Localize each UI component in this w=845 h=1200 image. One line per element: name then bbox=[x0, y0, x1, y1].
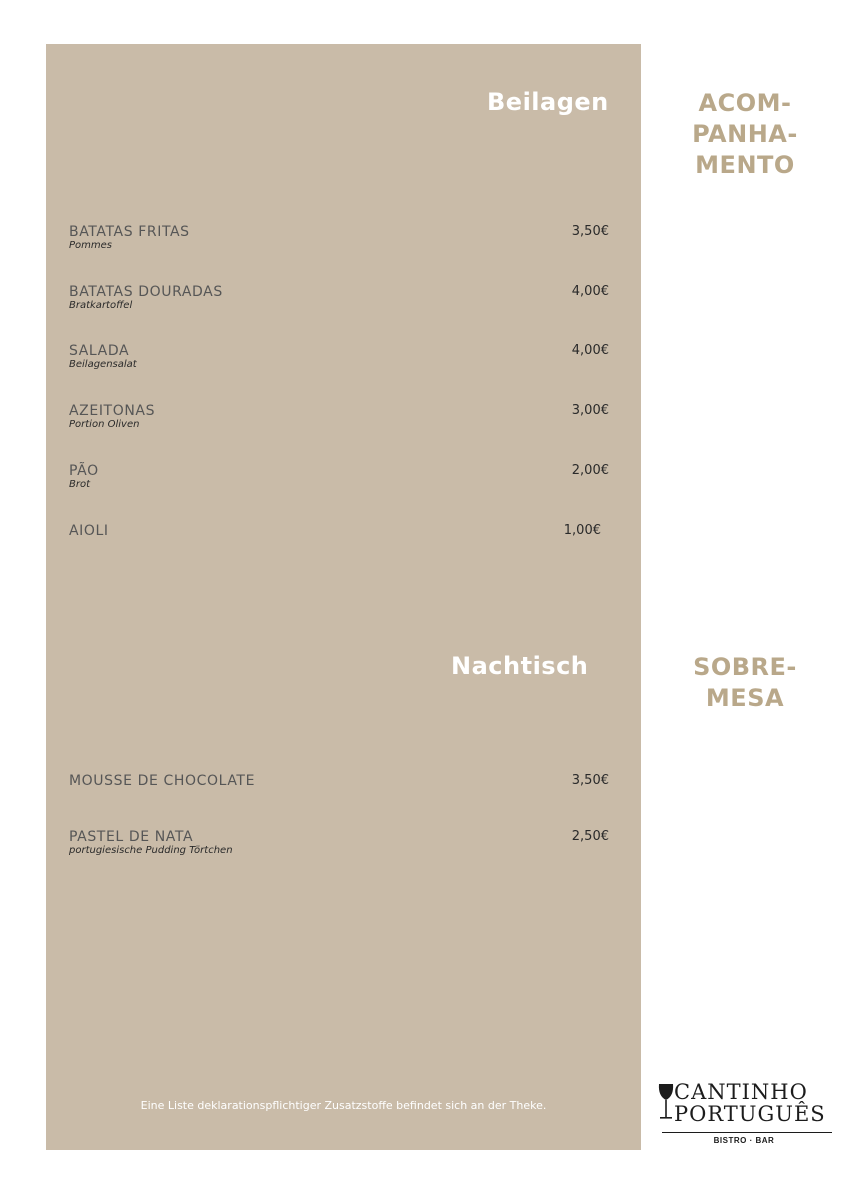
item-translation: Brot bbox=[69, 479, 91, 490]
item-translation: Pommes bbox=[69, 240, 112, 251]
menu-item-batatas-douradas bbox=[69, 284, 609, 312]
item-price: 2,00€ bbox=[571, 463, 609, 478]
item-translation: portugiesische Pudding Törtchen bbox=[69, 845, 233, 856]
item-price: 3,50€ bbox=[571, 224, 609, 239]
item-name: MOUSSE DE CHOCOLATE bbox=[69, 773, 256, 789]
menu-item-azeitonas bbox=[69, 403, 609, 431]
item-translation: Portion Oliven bbox=[69, 419, 140, 430]
item-name: BATATAS FRITAS bbox=[69, 224, 190, 240]
side-title-acompanhamento bbox=[650, 88, 840, 181]
side-title-sobremesa bbox=[650, 652, 840, 714]
menu-item-salada bbox=[69, 343, 609, 371]
menu-item-pastel-de-nata bbox=[69, 829, 609, 857]
logo-tagline: BISTRO · BAR bbox=[713, 1136, 775, 1145]
side-title-line: MESA bbox=[705, 684, 785, 712]
side-title-line: SOBRE- bbox=[693, 653, 797, 681]
item-price: 4,00€ bbox=[571, 343, 609, 358]
logo-name-line2: PORTUGUÊS bbox=[674, 1102, 826, 1126]
wine-glass-icon bbox=[656, 1082, 676, 1122]
section-title-beilagen: Beilagen bbox=[487, 88, 609, 116]
menu-item-pao bbox=[69, 463, 609, 491]
side-title-line: PANHA- bbox=[692, 120, 798, 148]
item-price: 1,00€ bbox=[563, 523, 601, 538]
item-name: BATATAS DOURADAS bbox=[69, 284, 223, 300]
item-price: 3,00€ bbox=[571, 403, 609, 418]
item-translation: Bratkartoffel bbox=[69, 300, 133, 311]
item-price: 3,50€ bbox=[571, 773, 609, 788]
logo-divider bbox=[662, 1132, 832, 1133]
logo-name-line1: CANTINHO bbox=[674, 1080, 808, 1104]
additives-note: Eine Liste deklarationspflichtiger Zusatzstoffe befindet sich an der Theke. bbox=[140, 1099, 547, 1112]
item-price: 2,50€ bbox=[571, 829, 609, 844]
item-name: AIOLI bbox=[69, 523, 109, 539]
menu-panel bbox=[46, 44, 641, 1150]
item-name: PÃO bbox=[69, 463, 99, 479]
logo bbox=[656, 1080, 832, 1152]
side-title-line: MENTO bbox=[695, 151, 795, 179]
section-title-nachtisch: Nachtisch bbox=[451, 652, 589, 680]
menu-item-batatas-fritas bbox=[69, 224, 609, 252]
item-name: PASTEL DE NATA bbox=[69, 829, 194, 845]
item-translation: Beilagensalat bbox=[69, 359, 137, 370]
item-price: 4,00€ bbox=[571, 284, 609, 299]
item-name: SALADA bbox=[69, 343, 130, 359]
item-name: AZEITONAS bbox=[69, 403, 156, 419]
menu-item-mousse-de-chocolate bbox=[69, 773, 609, 789]
side-title-line: ACOM- bbox=[698, 89, 792, 117]
menu-item-aioli bbox=[69, 523, 609, 539]
